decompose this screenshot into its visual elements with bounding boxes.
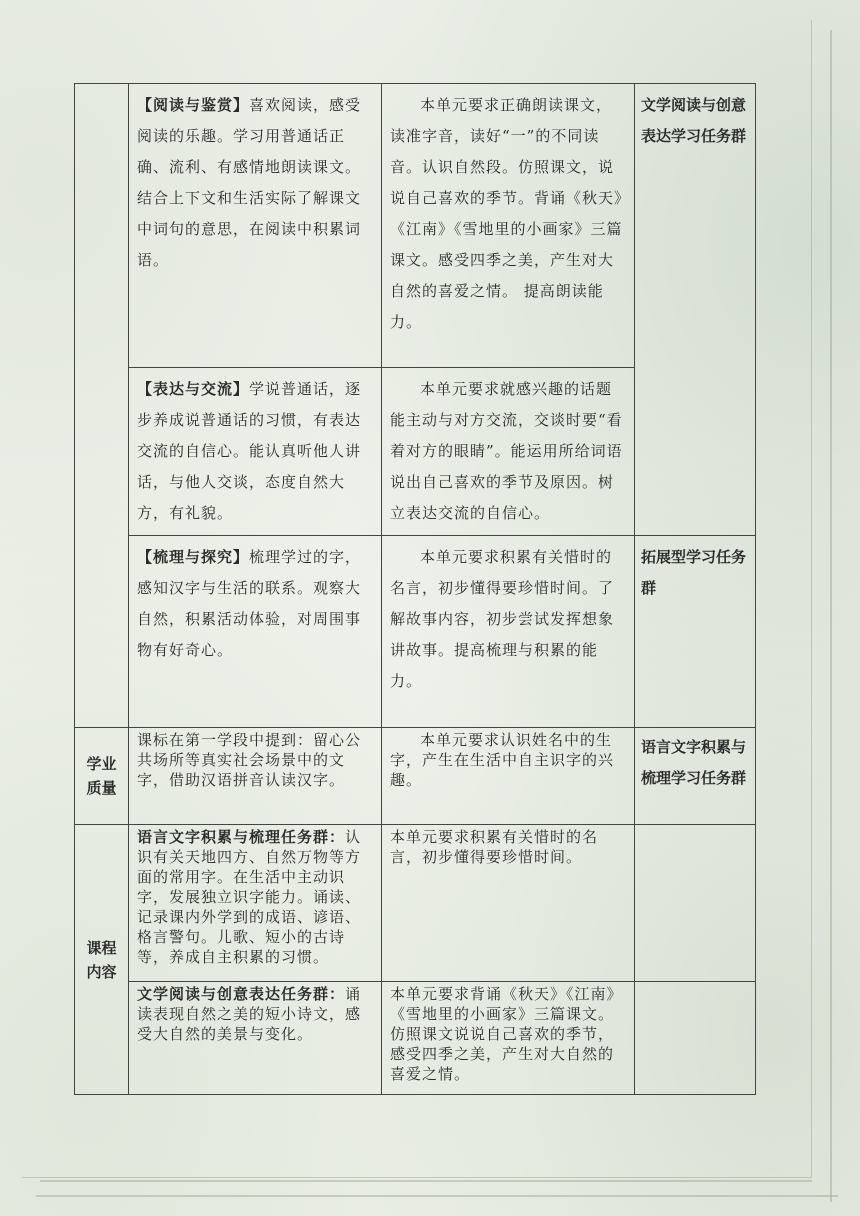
task-group-label: 语言文字积累与梳理学习任务群 — [641, 738, 747, 787]
task-group-label: 文学阅读与创意表达学习任务群 — [641, 96, 747, 145]
table-row — [75, 84, 756, 368]
table-row — [75, 825, 756, 982]
quality-standard-text: 课标在第一学段中提到：留心公共场所等真实社会场景中的文字，借助汉语拼音认读汉字。 — [137, 731, 362, 789]
unit-text: 本单元要求正确朗读课文，读准字音，读好“一”的不同读音。认识自然段。仿照课文，说说自己喜欢的季节。背诵《秋天》《江南》《雪地里的小画家》三篇课文。感受四季之美，产生对大自然的喜爱之情。 提高朗读能力。 — [390, 96, 623, 331]
section-title: 【阅读与鉴赏】 — [137, 96, 250, 114]
curriculum-table — [74, 83, 756, 1095]
unit-text: 本单元要求就感兴趣的话题能主动与对方交流，交谈时要“看着对方的眼睛”。能运用所给词语说出自己喜欢的季节及原因。树立表达交流的自信心。 — [390, 380, 623, 522]
unit-text: 本单元要求背诵《秋天》《江南》《雪地里的小画家》三篇课文。仿照课文说说自己喜欢的季节，感受四季之美，产生对大自然的喜爱之情。 — [390, 985, 623, 1083]
standard-cell — [129, 825, 382, 982]
unit-text: 本单元要求积累有关惜时的名言，初步懂得要珍惜时间。了解故事内容，初步尝试发挥想象讲故事。提高梳理与积累的能力。 — [390, 548, 615, 690]
task-group-title: 语言文字积累与梳理任务群： — [137, 828, 346, 846]
standard-cell — [129, 368, 382, 536]
unit-cell — [382, 84, 635, 368]
task-group-label: 拓展型学习任务群 — [641, 548, 747, 597]
decorative-line — [36, 1195, 838, 1197]
decorative-line — [40, 1180, 812, 1182]
unit-cell — [382, 728, 635, 825]
standard-text: 梳理学过的字，感知汉字与生活的联系。观察大自然，积累活动体验，对周围事物有好奇心。 — [137, 548, 362, 659]
table-row — [75, 536, 756, 728]
row-label-content — [75, 825, 129, 1095]
standard-cell — [129, 982, 382, 1095]
unit-text: 本单元要求积累有关惜时的名言，初步懂得要珍惜时间。 — [390, 828, 599, 866]
standard-text: 诵读表现自然之美的短小诗文，感受大自然的美景与变化。 — [137, 985, 362, 1043]
decorative-line — [830, 30, 832, 1202]
standard-cell — [129, 728, 382, 825]
quality-unit-text: 本单元要求认识姓名中的生字，产生在生活中自主识字的兴趣。 — [390, 731, 615, 789]
unit-cell — [382, 982, 635, 1095]
standard-cell — [129, 536, 382, 728]
table-row — [75, 982, 756, 1095]
standard-cell — [129, 84, 382, 368]
standard-text: 喜欢阅读，感受阅读的乐趣。学习用普通话正确、流利、有感情地朗读课文。结合上下文和生活实际了解课文中词句的意思，在阅读中积累词语。 — [137, 96, 362, 269]
section-title: 【表达与交流】 — [137, 380, 250, 398]
table-row — [75, 728, 756, 825]
quality-label: 学业质量 — [86, 755, 117, 797]
content-label: 课程内容 — [86, 938, 117, 981]
section-title: 【梳理与探究】 — [137, 548, 250, 566]
row-label-quality — [75, 728, 129, 825]
unit-cell — [382, 825, 635, 982]
empty-cell — [635, 982, 756, 1095]
task-group-cell — [635, 728, 756, 825]
standard-text: 认识有关天地四方、自然万物等方面的常用字。在生活中主动识字，发展独立识字能力。诵读、记录课内外学到的成语、谚语、格言警句。儿歌、短小的古诗等，养成自主积累的习惯。 — [137, 828, 362, 966]
empty-cell — [635, 825, 756, 982]
unit-cell — [382, 536, 635, 728]
task-group-title: 文学阅读与创意表达任务群： — [137, 985, 346, 1003]
task-group-cell — [635, 84, 756, 536]
row-label-empty — [75, 84, 129, 728]
standard-text: 学说普通话，逐步养成说普通话的习惯，有表达交流的自信心。能认真听他人讲话，与他人交谈，态度自然大方，有礼貌。 — [137, 380, 362, 522]
unit-cell — [382, 368, 635, 536]
task-group-cell — [635, 536, 756, 728]
